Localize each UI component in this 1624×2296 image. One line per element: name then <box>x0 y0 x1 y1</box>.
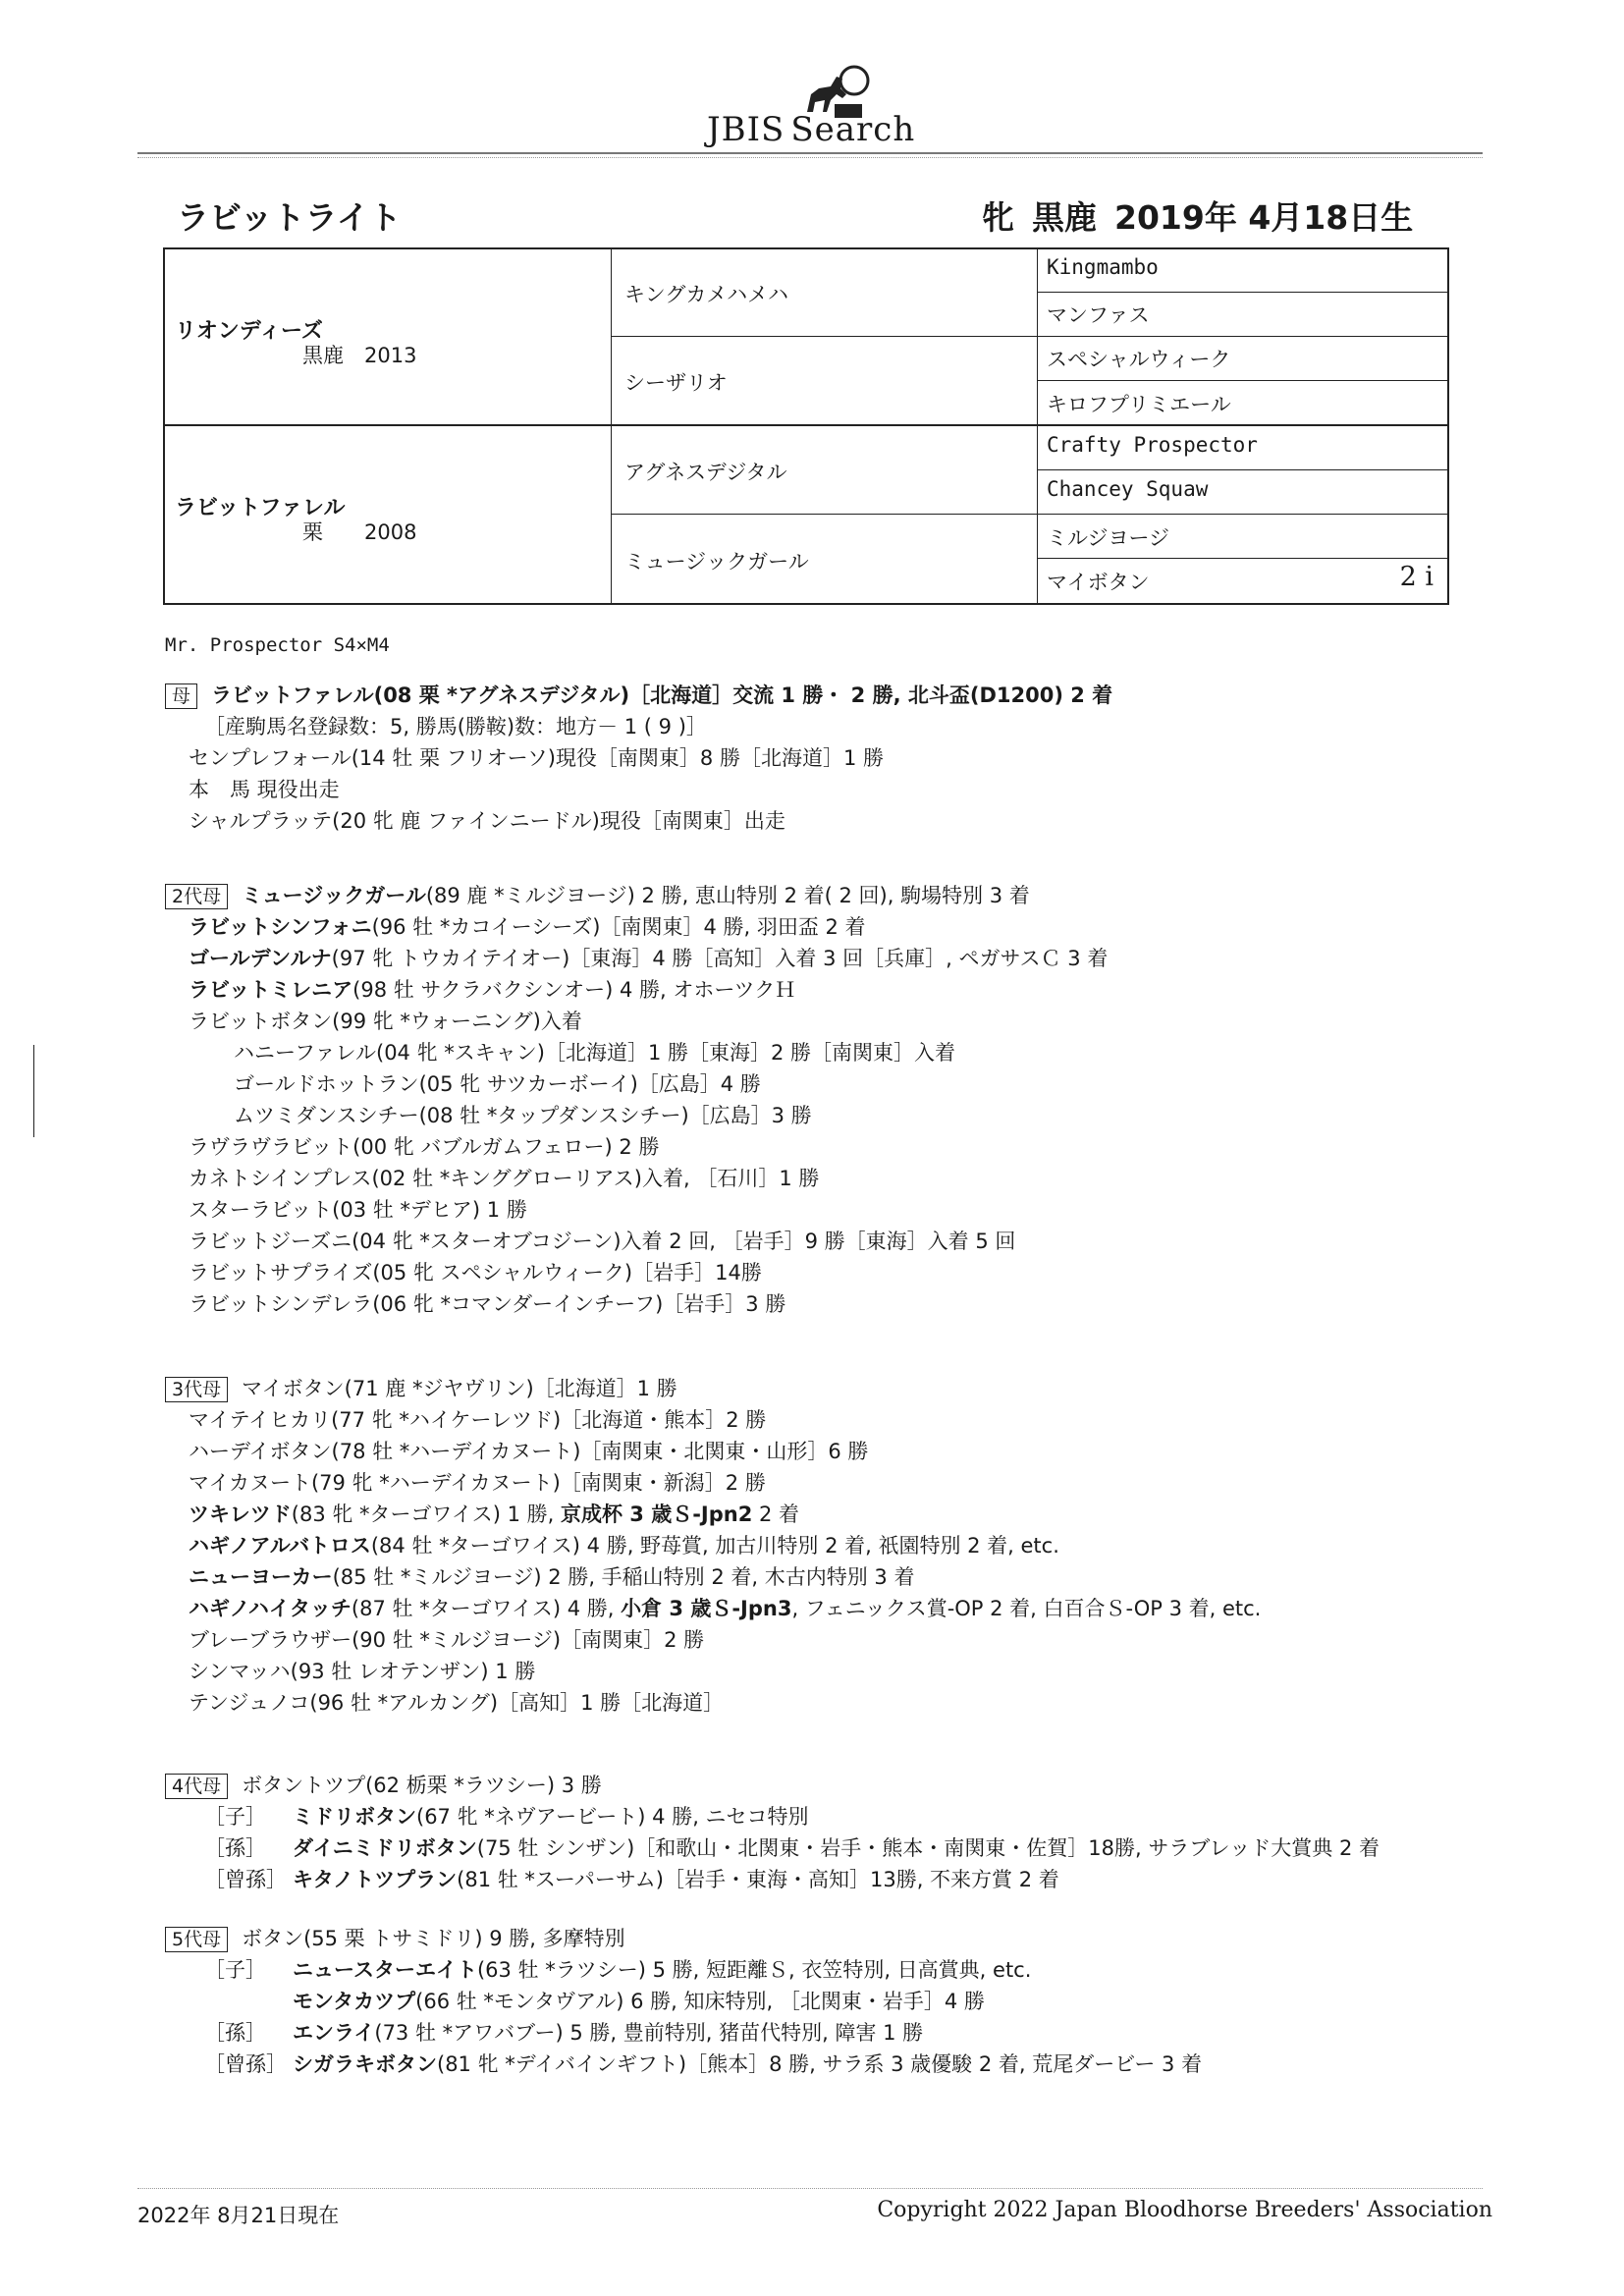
offspring-name: ラビットシンフォニ <box>189 915 372 939</box>
section-tag: 4代母 <box>165 1774 228 1799</box>
dam-sire: アグネスデジタル <box>624 461 787 484</box>
offspring-line: 本 馬 現役出走 <box>189 778 340 801</box>
descendant-record: (81 牡 *スーパーサム)［岩手・東海・高知］13勝, 不来方賞 2 着 <box>457 1868 1059 1891</box>
horse-name: ラビットライト <box>177 198 402 237</box>
offspring-line: カネトシインプレス(02 牡 *キンググローリアス)入着, ［石川］1 勝 <box>189 1167 820 1190</box>
pedigree-table <box>163 247 1449 605</box>
fourth-dam-section <box>165 1770 1471 1895</box>
relation-label: ［子］ <box>204 1958 266 1982</box>
logo-search-text: Search <box>790 110 916 149</box>
offspring-name: ハギノアルバトロス <box>189 1534 371 1558</box>
inbreeding-note: Mr. Prospector S4×M4 <box>165 634 390 656</box>
g3-ancestor: キロフプリミエール <box>1047 393 1231 416</box>
offspring-line: ラビットジーズニ(04 牝 *スターオブコジーン)入着 2 回, ［岩手］9 勝［東海］入着 5 回 <box>189 1230 1016 1253</box>
section-tag: 5代母 <box>165 1927 228 1952</box>
g3-ancestor: マイボタン <box>1047 571 1150 594</box>
sire-name: リオンディーズ <box>175 319 323 344</box>
offspring-line: ラヴラヴラビット(00 牝 バブルガムフェロー) 2 勝 <box>189 1135 660 1159</box>
fourth-dam-line: ボタントツプ(62 栃栗 *ラツシー) 3 勝 <box>242 1774 602 1797</box>
g3-ancestor: Chancey Squaw <box>1047 477 1209 501</box>
offspring-line: ラビットサプライズ(05 牝 スペシャルウィーク)［岩手］14勝 <box>189 1261 762 1285</box>
offspring-record: 2 着 <box>752 1503 800 1526</box>
relation-label: ［曾孫］ <box>204 2052 287 2076</box>
offspring-name: ニューヨーカー <box>189 1565 333 1589</box>
section-tag: 母 <box>165 683 197 709</box>
as-of-date: 2022年 8月21日現在 <box>137 2204 340 2227</box>
offspring-record: マイカヌート(79 牝 *ハーデイカヌート)［南関東・新潟］2 勝 <box>189 1471 766 1495</box>
offspring-line: シャルプラッテ(20 牝 鹿 ファインニードル)現役［南関東］出走 <box>189 809 785 833</box>
offspring-stats: ［産駒馬名登録数：5, 勝馬(勝鞍)数：地方－ 1 ( 9 )］ <box>204 715 707 738</box>
offspring-record: (96 牡 *カコイーシーズ)［南関東］4 勝, 羽田盃 2 着 <box>371 915 866 939</box>
offspring-record: (97 牝 トウカイテイオー)［東海］4 勝［高知］入着 3 回［兵庫］, ペガサスＣ 3 着 <box>331 947 1109 970</box>
offspring-record: (87 牡 *ターゴワイス) 4 勝, <box>351 1597 622 1620</box>
descendant-record: (63 牡 *ラツシー) 5 勝, 短距離Ｓ, 衣笠特別, 日高賞典, etc. <box>476 1958 1032 1982</box>
descendant-name: ダイニミドリボタン <box>293 1836 477 1860</box>
descendant-name: ミドリボタン <box>293 1805 416 1829</box>
offspring-record: ハーデイボタン(78 牡 *ハーデイカヌート)［南関東・北関東・山形］6 勝 <box>189 1440 869 1463</box>
offspring-name: ラビットミレニア <box>189 978 353 1002</box>
section-tag: 2代母 <box>165 884 228 909</box>
descendant-record: (81 牝 *デイバインギフト)［熊本］8 勝, サラ系 3 歳優駿 2 着, 荒尾ダービー 3 着 <box>437 2052 1203 2076</box>
g3-ancestor: Crafty Prospector <box>1047 433 1258 457</box>
family-number: 2 i <box>1399 562 1434 592</box>
offspring-name: ゴールデンルナ <box>189 947 332 970</box>
second-dam-name: ミュージックガール <box>242 884 426 907</box>
relation-label: ［孫］ <box>204 2021 266 2045</box>
offspring-line: ラビットシンデレラ(06 牝 *コマンダーインチーフ)［岩手］3 勝 <box>189 1292 786 1316</box>
offspring-record: , フェニックス賞-OP 2 着, 白百合Ｓ-OP 3 着, etc. <box>791 1597 1262 1620</box>
graded-race: 京成杯 3 歳Ｓ-Jpn2 <box>560 1503 753 1526</box>
second-dam-section <box>165 880 1471 1320</box>
dam-name: ラビットファレル <box>175 496 346 520</box>
dam-section <box>165 680 1471 837</box>
fifth-dam-line: ボタン(55 栗 トサミドリ) 9 勝, 多摩特別 <box>242 1927 625 1950</box>
offspring-record: マイテイヒカリ(77 牝 *ハイケーレツド)［北海道・熊本］2 勝 <box>189 1408 767 1432</box>
graded-race: 小倉 3 歳Ｓ-Jpn3 <box>621 1597 792 1620</box>
descendant-record: (73 牡 *アワバブー) 5 勝, 豊前特別, 猪苗代特別, 障害 1 勝 <box>374 2021 924 2045</box>
offspring-record: (85 牡 *ミルジヨージ) 2 勝, 手稲山特別 2 着, 木古内特別 3 着 <box>332 1565 915 1589</box>
horse-info <box>982 192 1413 239</box>
sire-sire: キングカメハメハ <box>624 283 788 306</box>
horse-sex: 牝 <box>982 198 1014 237</box>
offspring-record: シンマッハ(93 牡 レオテンザン) 1 勝 <box>189 1660 536 1683</box>
offspring-name: ツキレツド <box>189 1503 292 1526</box>
third-dam-line: マイボタン(71 鹿 *ジヤヴリン)［北海道］1 勝 <box>242 1377 677 1400</box>
dam-dam: ミュージックガール <box>624 550 809 574</box>
descendant-record: (67 牝 *ネヴアービート) 4 勝, ニセコ特別 <box>416 1805 809 1829</box>
g3-ancestor: マンファス <box>1047 303 1150 327</box>
offspring-record: (98 牡 サクラバクシンオー) 4 勝, オホーツクＨ <box>352 978 796 1002</box>
offspring-record: テンジュノコ(96 牡 *アルカング)［高知］1 勝［北海道］ <box>189 1691 725 1715</box>
descendant-name: ニュースターエイト <box>293 1958 477 1982</box>
relation-label: ［孫］ <box>204 1836 266 1860</box>
tree-bracket <box>33 1045 34 1137</box>
g3-ancestor: ミルジヨージ <box>1047 526 1170 550</box>
horse-birth: 2019年 4月18日生 <box>1114 198 1414 237</box>
second-dam-record: (89 鹿 *ミルジヨージ) 2 勝, 恵山特別 2 着( 2 回), 駒場特別 3 着 <box>425 884 1030 907</box>
g3-ancestor: スペシャルウィーク <box>1047 348 1231 371</box>
offspring-record: (83 牝 *ターゴワイス) 1 勝, <box>291 1503 561 1526</box>
relation-label: ［曾孫］ <box>204 1868 287 1891</box>
third-dam-section <box>165 1373 1471 1719</box>
horse-color: 黒鹿 <box>1032 198 1097 237</box>
dam-line: ラビットファレル(08 栗 *アグネスデジタル)［北海道］交流 1 勝・ 2 勝, 北斗盃(D1200) 2 着 <box>211 683 1113 707</box>
descendant-record: (66 牡 *モンタヴアル) 6 勝, 知床特別, ［北関東・岩手］4 勝 <box>415 1990 985 2013</box>
header-rule-dotted <box>137 157 1483 158</box>
offspring-record: (84 牡 *ターゴワイス) 4 勝, 野苺賞, 加古川特別 2 着, 祇園特別 2 着, etc. <box>370 1534 1059 1558</box>
sire-detail: 黒鹿 2013 <box>302 344 417 367</box>
grand-offspring-line: ハニーファレル(04 牝 *スキャン)［北海道］1 勝［東海］2 勝［南関東］入着 <box>234 1041 956 1065</box>
descendant-name: エンライ <box>293 2021 375 2045</box>
fifth-dam-section <box>165 1923 1471 2080</box>
footer-rule <box>137 2188 1483 2189</box>
header-rule <box>137 152 1483 154</box>
descendant-name: モンタカツプ <box>293 1990 416 2013</box>
grand-offspring-line: ムツミダンスシチー(08 牡 *タップダンスシチー)［広島］3 勝 <box>234 1104 812 1127</box>
offspring-line: スターラビット(03 牡 *デヒア) 1 勝 <box>189 1198 527 1222</box>
sire-dam: シーザリオ <box>624 371 728 395</box>
offspring-name: ハギノハイタッチ <box>189 1597 352 1620</box>
g3-ancestor: Kingmambo <box>1047 255 1159 279</box>
copyright: Copyright 2022 Japan Bloodhorse Breeders' Association <box>877 2198 1492 2222</box>
offspring-record: ブレーブラウザー(90 牡 *ミルジヨージ)［南関東］2 勝 <box>189 1628 705 1652</box>
offspring-line: センプレフォール(14 牡 栗 フリオーソ)現役［南関東］8 勝［北海道］1 勝 <box>189 746 885 770</box>
jbis-search-logo <box>707 61 943 149</box>
grand-offspring-line: ゴールドホットラン(05 牝 サツカーボーイ)［広島］4 勝 <box>234 1072 761 1096</box>
section-tag: 3代母 <box>165 1377 228 1402</box>
descendant-name: キタノトツプラン <box>293 1868 458 1891</box>
descendant-name: シガラキボタン <box>293 2052 437 2076</box>
relation-label: ［子］ <box>204 1805 266 1829</box>
logo-jbis-text: JBIS <box>707 110 785 149</box>
offspring-record: ラビットボタン(99 牝 *ウォーニング)入着 <box>189 1010 582 1033</box>
dam-detail: 栗 2008 <box>302 520 417 544</box>
descendant-record: (75 牡 シンザン)［和歌山・北関東・岩手・熊本・南関東・佐賀］18勝, サラブレッド大賞典 2 着 <box>476 1836 1380 1860</box>
